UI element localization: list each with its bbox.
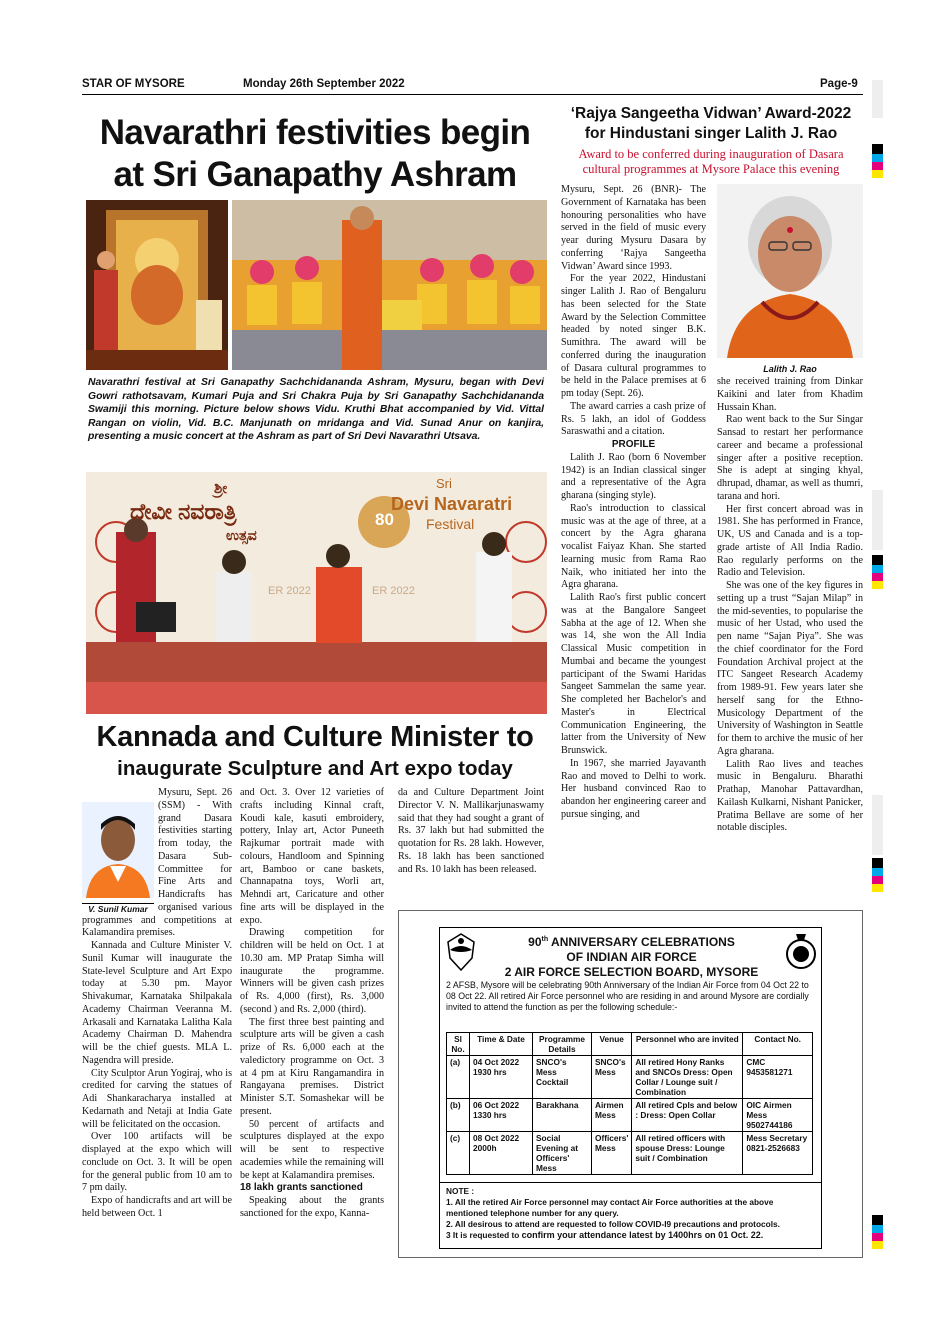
story2-col1-p4: Over 100 artifacts will be displayed at the expo which will conclude on Oct. 3. It will be open for the general public from 10 am to 7 pm daily. [82,1131,232,1194]
table-cell: (b) [447,1099,470,1132]
story3-colA-p2: For the year 2022, Hindustani singer Lalith J. Rao of Bengaluru has been selected for the State Award by the Selection Committee headed by noted singer B.K. Sumithra. The award will be conferred during the inauguration of Dasara cultural programmes to be held in the Palace premises at 6 pm today (Sept. 26). [561,273,706,399]
story2-headline-line2: inaugurate Sculpture and Art expo today [117,757,513,780]
altar-photo [86,200,228,370]
story3-colB-p4: She was one of the key figures in setting up a trust “Sajan Milap” in the mid-seventies, to popularise the music of her Ustad, who used the pen name “Sajan Piya”. She was the chief coordinator for the Ford Foundation Archival project at the ITC Sangeet Research Academy from 1989-91. Few years later she herself sang for the Ethno-Musicology Department of the University of Washington in Seattle for them to archive the music of her Agra gharana. [717,580,863,757]
banner-year-left: ER 2022 [268,585,311,597]
col-header-venue: Venue [592,1033,632,1056]
story2-col2-p1: and Oct. 3. Over 12 varieties of crafts including Kinnal craft, Koudi kale, kasuti embroidery, pottery, Inlay art, Actor Puneeth Rajkumar portrait made with colours, Handloom and Spinning art, Bamboo or cane baskets, Channapatna toys, Worli art, Mehndi art, Caricature and other fine arts will be displayed in the expo. [240,787,384,926]
ad-note-3 [446,1230,817,1241]
col-header-time: Time & Date [470,1033,533,1056]
ad-title-line3: 2 AIR FORCE SELECTION BOARD, MYSORE [504,965,759,979]
table-cell: Airmen Mess [592,1099,632,1132]
iaf-crest-icon [444,932,478,972]
story3-headline [558,104,864,177]
story2-col1-p5: Expo of handicrafts and art will be held between Oct. 1 [82,1195,232,1219]
story1-headline-line1: Navarathri festivities begin [99,113,531,152]
banner-80: 80 [375,510,394,529]
story2-column-1 [82,787,232,1265]
story2-column-3 [398,787,544,907]
story3-colA-p1: Mysuru, Sept. 26 (BNR)- The Government of Karnataka has been honouring personalities who have served in the field of music every year during Mysuru Dasara by conferring ‘Rajya Sangeetha Vidwan’ Award since 1993. [561,184,706,272]
story3-colA-p3: The award carries a cash prize of Rs. 5 lakh, an idol of Goddess Saraswathi and a citation. [561,400,706,438]
ad-title1-sup: th [541,936,549,943]
banner-devi-navaratri: Devi Navaratri [391,494,513,514]
table-cell: All retired Hony Ranks and SNCOs Dress: Open Collar / Lounge suit / Combination [632,1056,743,1099]
story2-col2-p5: Speaking about the grants sanctioned for the expo, Kanna- [240,1195,384,1219]
ad-title-line2: OF INDIAN AIR FORCE [566,950,697,964]
lalith-rao-photo [717,184,863,358]
story2-headline-line1: Kannada and Culture Minister to [96,721,534,753]
story3-column-1 [561,184,706,904]
ad-schedule-table [446,1032,813,1175]
story3-colA-p7: In 1967, she married Jayavanth Rao and moved to Delhi to work. Her husband convinced Rao to abandon her engineering career and pursue singing, and [561,757,706,820]
story3-colA-p6: Lalith Rao's first public concert was at the Bangalore Sangeet Sabha at the age of 12. When she was 14, she won the All India Classical Music competition in Mumbai and became the youngest participant of the Swami Haridas Sangeet Sammelan the same year. She completed her Bachelor's and Master's in Electrical Communication Engineering, the latter from the University of New Brunswick. [561,592,706,756]
banner-kannada-top: ಶ್ರೀ [214,480,228,497]
story2-col2-p4: 50 percent of artifacts and sculptures displayed at the expo will be sent to respective academies while the remaining will be kept at Kalamandira premises. [240,1118,384,1181]
table-cell: All retired officers with spouse Dress: Lounge suit / Combination [632,1132,743,1175]
table-cell: 08 Oct 2022 2000h [470,1132,533,1175]
table-cell: (c) [447,1132,470,1175]
table-header-row [447,1033,813,1056]
story2-col3-p1: da and Culture Department Joint Director V. N. Mallikarjunaswamy said that they had sought a grant of Rs. 37 lakh but had submitted the quotation for Rs. 28 lakh. However, Rs. 18 lakh has been sanctioned and Rs. 10 lakh has been released. [398,787,544,875]
story3-colA-p4: Lalith J. Rao (born 6 November 1942) is an Indian classical singer and a representative of the Agra gharana (singing style). [561,451,706,501]
table-row [447,1056,813,1099]
col-header-sl: Sl No. [447,1033,470,1056]
table-cell: 04 Oct 2022 1930 hrs [470,1056,533,1099]
story2-col2-subhead: 18 lakh grants sanctioned [240,1182,363,1194]
table-cell: All retired Cpls and below : Dress: Open Collar [632,1099,743,1132]
story2-column-2 [240,787,384,1265]
story2-col1-p1: Mysuru, Sept. 26 (SSM) - With grand Dasara festivities starting from today, the Dasara Sub-Committee for Fine Arts and Handicrafts has organised various programmes and competitions at Kalamandira premises. [82,787,232,939]
table-cell: Social Evening at Officers' Mess [533,1132,592,1175]
banner-kannada-mid: ದೇವೀ ನವರಾತ್ರಿ [130,499,237,524]
table-row [447,1099,813,1132]
story2-headline [82,718,548,782]
ad-note-2: 2. All desirous to attend are requested to follow COVID-I9 precautions and protocols. [446,1219,780,1229]
ad-title1-text: ANNIVERSARY CELEBRATIONS [548,935,735,949]
concert-photo [86,472,547,714]
banner-sri: Sri [436,476,452,491]
lalith-rao-photo-box [717,184,863,374]
story3-colA-p5: Rao's introduction to classical music was at the age of three, at a concert by the Agra gharana vocalist Faiyaz Khan. She started learning music from Rama Rao Naik, who initiated her into the Agra gharana. [561,502,706,591]
ad-inner-frame [439,927,822,1249]
minister-photo-caption: V. Sunil Kumar [82,903,154,914]
kumari-puja-photo [232,200,547,370]
col-header-programme: Programme Details [533,1033,592,1056]
paper-name: STAR OF MYSORE [82,78,185,90]
lalith-rao-photo-caption: Lalith J. Rao [763,364,817,374]
table-cell: CMC 9453581271 [743,1056,813,1099]
table-cell: SNCO's Mess Cocktail [533,1056,592,1099]
story3-deck: Award to be conferred during inauguration of Dasara cultural programmes at Mysore Palace this evening [578,147,844,176]
story1-caption: Navarathri festival at Sri Ganapathy Sachchidananda Ashram, Mysuru, began with Devi Gowri rathotsavam, Kumari Puja and Sri Chakra Puja by Sri Ganapathy Sachchidananda Swamiji this morning. Picture below shows Vidu. Kruthi Bhat accompanied by Vid. Vittal Rangan on violin, Vid. B.C. Manjunath on mridanga and Vid. Sunad Anur on kanjira, presenting a music concert at the Ashram as part of Sri Devi Navarathri Utsava. [88,377,544,442]
air-force-ad [398,910,863,1258]
banner-kannada-bot: ಉತ್ಸವ [226,527,257,543]
story2-col1-p2: Kannada and Culture Minister V. Sunil Kumar will inaugurate the State-level Sculpture and Art Expo today at 5.30 pm. Mayor Shivakumar, Karnataka Shilpakala Academy Chairman Veeranna M. Arkasali and Karnataka Lalitha Kala Academy Chairman D. Mahendra will be the chief guests. MLA L. Nagendra will preside. [82,940,232,1066]
story2-col2-p3: The first three best painting and sculpture arts will be given a cash prize of Rs. 6,000 each at the valedictory programme on Oct. 3 at 4 pm at Kiru Rangamandira in Rangayana premises. District Minister S.T. Somashekar will be present. [240,1016,384,1117]
altar-photo-art [86,200,228,370]
ad-note-3-emphasis: confirm your attendance latest by 1400hrs on 01 Oct. 22. [521,1230,764,1240]
kumari-puja-photo-art [232,200,547,370]
table-cell: Officers' Mess [592,1132,632,1175]
story3-colB-p1: she received training from Dinkar Kaikini and later from Khadim Hussain Khan. [717,376,863,413]
story2-col1-p3: City Sculptor Arun Yogiraj, who is credited for carving the statues of Adi Shankaracharya installed at Kedarnath and Netaji at India Gate will be felicitated on the occasion. [82,1067,232,1130]
ad-note-1: 1. All the retired Air Force personnel may contact Air Force authorities at the above mentioned telephone number for any query. [446,1197,774,1218]
ad-title1-number: 90 [528,935,542,949]
col-header-contact: Contact No. [743,1033,813,1056]
header-rule [82,94,863,95]
table-row [447,1132,813,1175]
ad-note-title: NOTE : [446,1186,475,1196]
story3-colB-p3: Her first concert abroad was in 1981. She has performed in France, UK, US and Canada and is a top-grade artiste of All India Radio. Rao regularly performs on the Radio and Television. [717,503,863,579]
banner-festival: Festival [426,516,475,532]
story1-headline-line2: at Sri Ganapathy Ashram [113,155,517,194]
story3-colB-p2: Rao went back to the Sur Singar Sansad to restart her performance career and became a professional singer after a positive reception. She is adept at singing khyal, dhrupad, dhamar, as well as thumri, tarana and hori. [717,414,863,502]
story3-headline-line2: for Hindustani singer Lalith J. Rao [584,125,838,142]
story3-column-2 [717,376,863,904]
asb-emblem-icon [784,932,818,972]
page-number: Page-9 [820,78,858,90]
ad-notes [446,1186,817,1241]
table-cell: SNCO's Mess [592,1056,632,1099]
ad-title [480,932,783,980]
table-cell: (a) [447,1056,470,1099]
banner-year-right: ER 2022 [372,585,415,597]
table-cell: Barakhana [533,1099,592,1132]
story1-headline [82,112,548,196]
ad-intro: 2 AFSB, Mysore will be celebrating 90th Anniversary of the Indian Air Force from 04 Oct 22 to 08 Oct 22. All retired Air Force personnel who are residing in and around Mysore are cordially invited to attend the function as per the following schedule:- [446,980,809,1013]
ad-title-line1 [480,932,783,950]
issue-date: Monday 26th September 2022 [243,78,405,90]
col-header-personnel: Personnel who are invited [632,1033,743,1056]
table-cell: Mess Secretary 0821-2526683 [743,1132,813,1175]
table-cell: 06 Oct 2022 1330 hrs [470,1099,533,1132]
ad-notes-divider [440,1182,821,1183]
story3-headline-line1: ‘Rajya Sangeetha Vidwan’ Award-2022 [570,105,852,122]
story3-profile-subhead: PROFILE [611,439,656,450]
table-cell: OIC Airmen Mess 9502744186 [743,1099,813,1132]
ad-note-3-prefix: 3 It is requested to [446,1230,522,1240]
story2-col2-p2: Drawing competition for children will be held on Oct. 1 at 10.30 am. MP Pratap Simha will inaugurate the programme. Winners will be given cash prizes of Rs. 4,000 (first), Rs. 3,000 (second ) and Rs. 2,000 (third). [240,927,384,1015]
story3-colB-p5: Lalith Rao lives and teaches music in Bengaluru. Bharathi Prathap, Manohar Pattavardhan, Kailash Kulkarni, Nishant Panicker, Pratima Bellave are some of her notable disciples. [717,758,863,834]
